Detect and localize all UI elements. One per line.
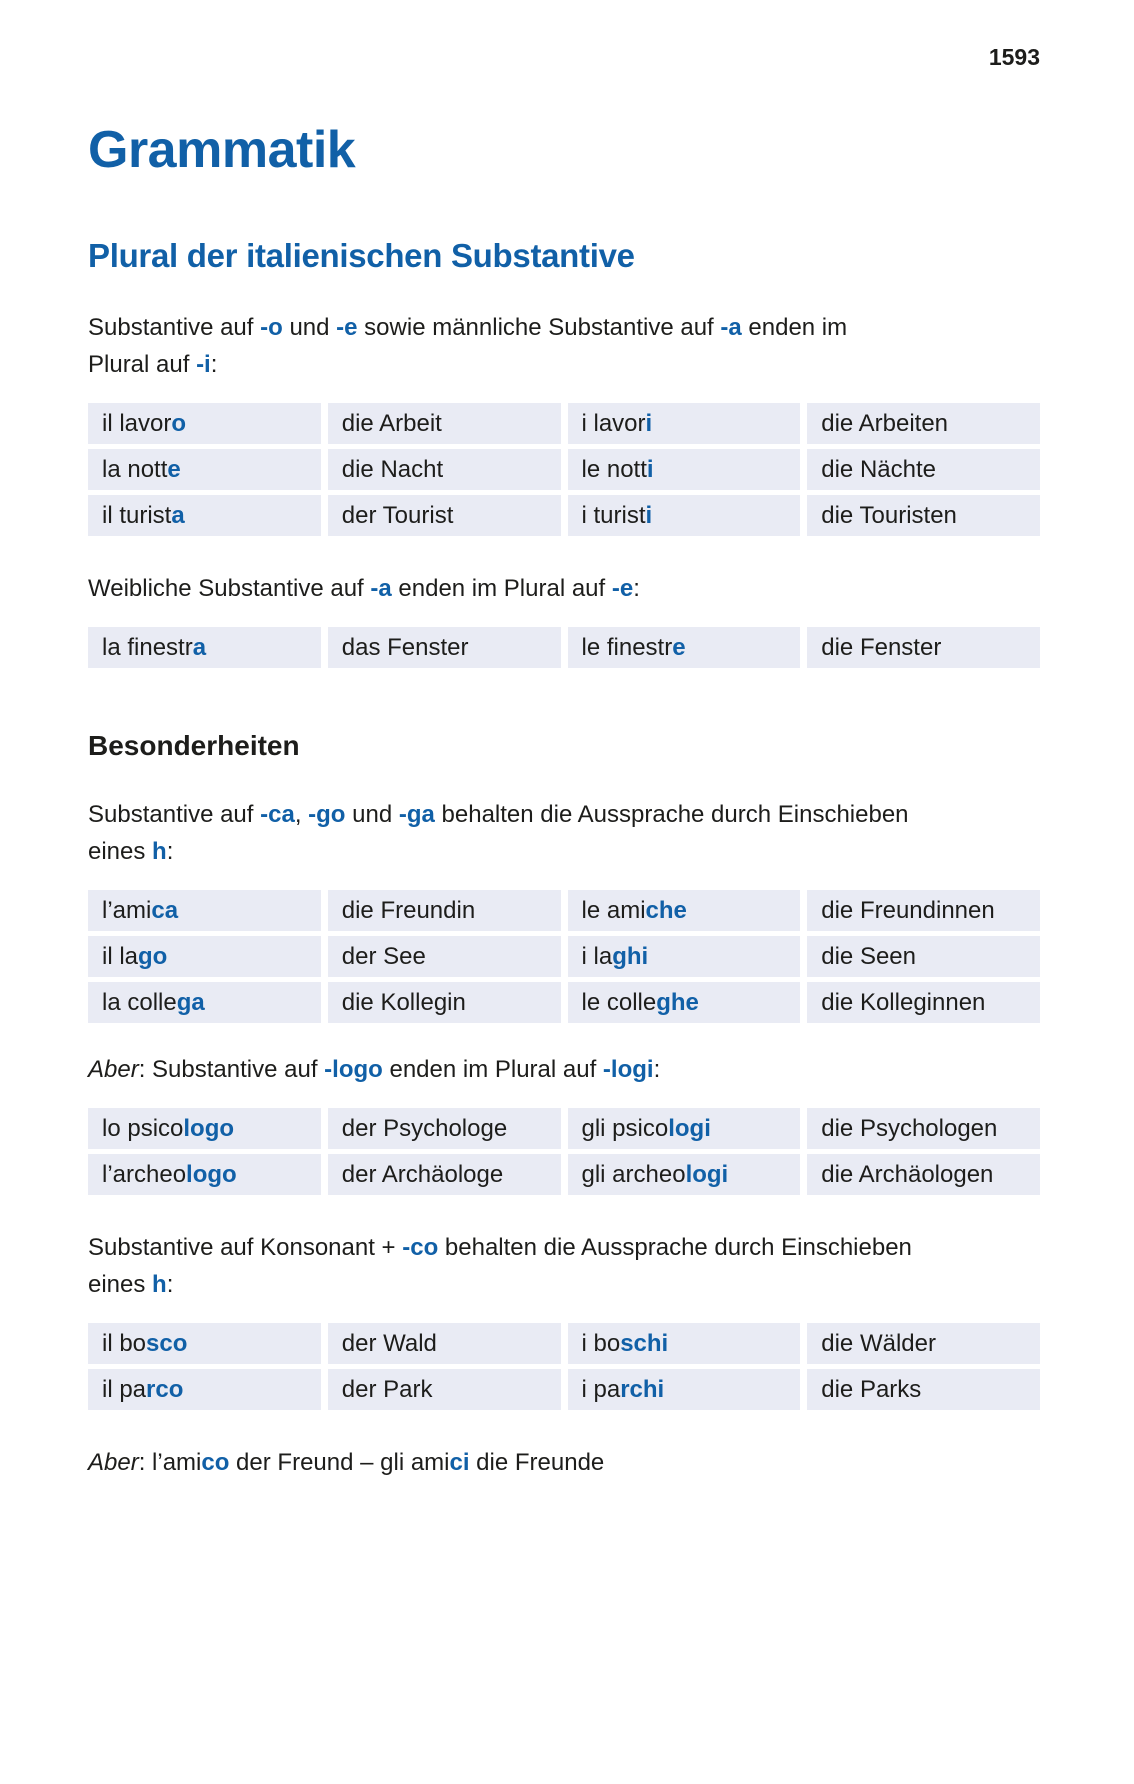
rule-text-amico (88, 1444, 1040, 1481)
highlighted-ending: ghi (612, 942, 649, 970)
text-segment: : Substantive auf (138, 1056, 325, 1084)
table-cell (88, 449, 321, 490)
text-segment: i pa (581, 1375, 621, 1403)
table-cell (807, 449, 1040, 490)
text-segment: enden im Plural auf (382, 1056, 603, 1084)
highlighted-ending: logo (183, 1114, 235, 1142)
table-cell (88, 1323, 321, 1364)
text-segment: Weibliche Substantive auf (88, 575, 371, 603)
text-segment: gli archeo (581, 1160, 686, 1188)
text-segment: und (345, 801, 399, 829)
text-segment: behalten die Aussprache durch Einschieben (438, 1234, 912, 1262)
text-segment: der Archäologe (341, 1160, 504, 1188)
text-segment: der Tourist (341, 501, 454, 529)
table-cell (328, 403, 561, 444)
text-segment: : (210, 351, 218, 379)
table-cell (568, 1323, 801, 1364)
highlighted-ending: h (152, 838, 167, 866)
page-number: 1593 (988, 44, 1040, 70)
text-segment: le ami (581, 896, 646, 924)
noun-table-konsonant-co (88, 1323, 1040, 1410)
highlighted-ending: a (171, 501, 185, 529)
text-segment: die Arbeiten (821, 409, 949, 437)
table-cell (568, 627, 801, 668)
highlighted-ending: -co (402, 1234, 439, 1262)
highlighted-ending: i (645, 501, 653, 529)
text-segment: l’archeo (102, 1160, 187, 1188)
text-segment: die Nacht (341, 455, 444, 483)
highlighted-ending: -ca (260, 801, 295, 829)
highlighted-ending: -logi (602, 1056, 654, 1084)
table-cell (568, 1108, 801, 1149)
text-segment: i turist (581, 501, 646, 529)
table-cell (568, 403, 801, 444)
text-segment: die Freundinnen (821, 896, 995, 924)
table-cell (88, 1369, 321, 1410)
text-segment: i lavor (581, 409, 646, 437)
table-cell (328, 982, 561, 1023)
text-segment: Aber (88, 1449, 139, 1477)
table-cell (328, 936, 561, 977)
table-cell (807, 627, 1040, 668)
text-segment: der Park (341, 1375, 433, 1403)
text-segment: Plural auf (88, 351, 197, 379)
highlighted-ending: go (138, 942, 168, 970)
highlighted-ending: i (645, 409, 653, 437)
highlighted-ending: -go (308, 801, 346, 829)
text-segment: eines (88, 1271, 153, 1299)
table-cell (328, 495, 561, 536)
text-segment: der Wald (341, 1329, 437, 1357)
table-cell (88, 890, 321, 931)
highlighted-ending: co (201, 1449, 230, 1477)
text-segment: le nott (581, 455, 647, 483)
highlighted-ending: e (167, 455, 181, 483)
table-cell (568, 982, 801, 1023)
table-cell (807, 982, 1040, 1023)
noun-table-logo-logi (88, 1108, 1040, 1195)
table-cell (807, 1323, 1040, 1364)
noun-table-plural-oi (88, 403, 1040, 536)
table-cell (568, 936, 801, 977)
highlighted-ending: -e (611, 575, 634, 603)
rule-text-logo (88, 1051, 1040, 1088)
text-segment: eines (88, 838, 153, 866)
highlighted-ending: logo (186, 1160, 237, 1188)
noun-table-h-insertion (88, 890, 1040, 1023)
highlighted-ending: ghe (656, 988, 699, 1016)
table-cell (807, 1108, 1040, 1149)
text-segment: das Fenster (341, 633, 469, 661)
subsection-title: Besonderheiten (88, 730, 300, 762)
highlighted-ending: e (672, 633, 686, 661)
text-segment: i la (581, 942, 613, 970)
highlighted-ending: -a (720, 314, 742, 342)
text-segment: il la (102, 942, 139, 970)
highlighted-ending: rco (146, 1375, 184, 1403)
highlighted-ending: logi (668, 1114, 711, 1142)
text-segment: il lavor (102, 409, 172, 437)
text-segment: gli psico (581, 1114, 669, 1142)
rule-text-plural-ae (88, 570, 1040, 607)
table-cell (88, 1108, 321, 1149)
highlighted-ending: a (192, 633, 207, 661)
text-segment: , (294, 801, 309, 829)
text-segment: die Nächte (821, 455, 936, 483)
table-cell (328, 449, 561, 490)
text-segment: der See (341, 942, 426, 970)
text-segment: enden im (741, 314, 848, 342)
highlighted-ending: h (152, 1271, 167, 1299)
table-cell (328, 1108, 561, 1149)
text-segment: die Seen (821, 942, 916, 970)
table-cell (568, 1369, 801, 1410)
table-cell (88, 982, 321, 1023)
table-cell (568, 1154, 801, 1195)
highlighted-ending: -ga (398, 801, 435, 829)
text-segment: le finestr (581, 633, 673, 661)
text-segment: Aber (88, 1056, 139, 1084)
table-cell (328, 1154, 561, 1195)
text-segment: il bo (102, 1329, 147, 1357)
text-segment: la colle (102, 988, 177, 1016)
highlighted-ending: -a (370, 575, 392, 603)
rule-text-konsonant-co (88, 1229, 1040, 1303)
text-segment: die Parks (821, 1375, 922, 1403)
section-title: Plural der italienischen Substantive (88, 237, 635, 275)
text-segment: i bo (581, 1329, 621, 1357)
text-segment: die Kolleginnen (821, 988, 986, 1016)
table-cell (88, 627, 321, 668)
table-cell (807, 495, 1040, 536)
highlighted-ending: che (645, 896, 687, 924)
highlighted-ending: -i (196, 351, 211, 379)
text-segment: der Freund – gli ami (229, 1449, 450, 1477)
table-cell (88, 403, 321, 444)
text-segment: der Psychologe (341, 1114, 508, 1142)
highlighted-ending: o (171, 409, 187, 437)
table-cell (328, 627, 561, 668)
text-segment: die Freundin (341, 896, 476, 924)
text-segment: : (166, 1271, 174, 1299)
text-segment: und (282, 314, 337, 342)
highlighted-ending: rchi (620, 1375, 665, 1403)
highlighted-ending: ga (176, 988, 205, 1016)
highlighted-ending: -o (260, 314, 283, 342)
highlighted-ending: -logo (324, 1056, 383, 1084)
highlighted-ending: schi (620, 1329, 669, 1357)
table-cell (88, 936, 321, 977)
table-cell (568, 449, 801, 490)
text-segment: die Wälder (821, 1329, 936, 1357)
text-segment: die Psychologen (821, 1114, 998, 1142)
text-segment: behalten die Aussprache durch Einschieben (434, 801, 909, 829)
page-title: Grammatik (88, 121, 356, 179)
text-segment: sowie männliche Substantive auf (357, 314, 721, 342)
text-segment: die Fenster (821, 633, 942, 661)
text-segment: Substantive auf (88, 801, 261, 829)
text-segment: : (166, 838, 174, 866)
table-cell (807, 1369, 1040, 1410)
highlighted-ending: -e (336, 314, 358, 342)
table-cell (88, 1154, 321, 1195)
noun-table-plural-ae (88, 627, 1040, 668)
text-segment: la finestr (102, 633, 193, 661)
text-segment: : (653, 1056, 661, 1084)
text-segment: il pa (102, 1375, 147, 1403)
text-segment: il turist (102, 501, 172, 529)
table-cell (807, 890, 1040, 931)
table-cell (807, 936, 1040, 977)
table-cell (88, 495, 321, 536)
table-cell (568, 890, 801, 931)
text-segment: die Arbeit (341, 409, 442, 437)
text-segment: die Touristen (821, 501, 957, 529)
table-cell (328, 890, 561, 931)
text-segment: : l’ami (138, 1449, 202, 1477)
text-segment: lo psico (102, 1114, 184, 1142)
text-segment: la nott (102, 455, 168, 483)
table-cell (328, 1323, 561, 1364)
table-cell (328, 1369, 561, 1410)
text-segment: die Freunde (469, 1449, 605, 1477)
text-segment: l’ami (102, 896, 152, 924)
highlighted-ending: i (646, 455, 654, 483)
text-segment: die Archäologen (821, 1160, 994, 1188)
text-segment: : (633, 575, 640, 603)
table-cell (568, 495, 801, 536)
highlighted-ending: sco (146, 1329, 188, 1357)
highlighted-ending: logi (685, 1160, 729, 1188)
table-cell (807, 1154, 1040, 1195)
table-cell (807, 403, 1040, 444)
text-segment: le colle (581, 988, 657, 1016)
rule-text-ca-go-ga (88, 796, 1040, 870)
text-segment: die Kollegin (341, 988, 466, 1016)
rule-text-plural-oi (88, 309, 1040, 383)
text-segment: enden im Plural auf (391, 575, 612, 603)
highlighted-ending: ca (151, 896, 179, 924)
text-segment: Substantive auf (88, 314, 261, 342)
highlighted-ending: ci (449, 1449, 470, 1477)
text-segment: Substantive auf Konsonant + (88, 1234, 403, 1262)
